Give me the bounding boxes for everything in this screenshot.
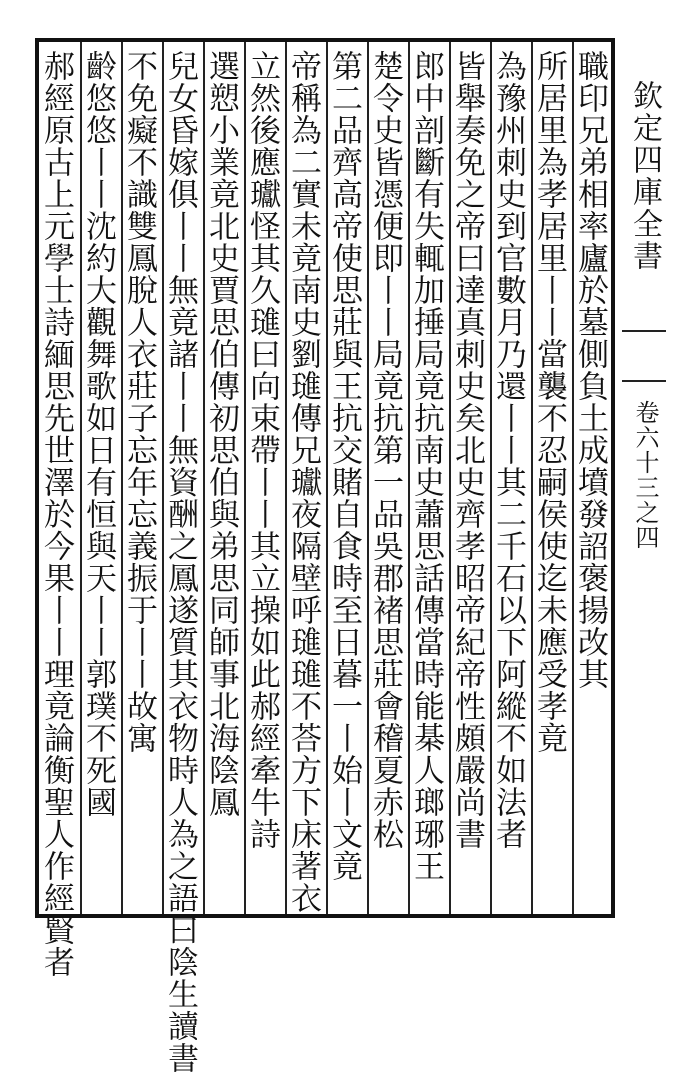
volume-label: 卷六十三之四 bbox=[631, 400, 659, 550]
text-column-11: 兒女昏嫁俱丨丨無竟諸丨丨無資酬之鳳遂質其衣物時人為之語曰陰生讀書 bbox=[162, 50, 198, 1074]
text-column-3: 為豫州刺史到官數月乃還丨丨其二千石以下阿縱不如法者 bbox=[490, 50, 526, 850]
text-column-13: 齡悠悠丨丨沈約大觀舞歌如日有恒與天丨丨郭璞不死國 bbox=[80, 50, 116, 818]
page-margin bbox=[622, 40, 666, 920]
text-column-5: 郎中剖斷有失輒加捶局竟抗南史蕭思話傳當時能棊人瑯琊王 bbox=[408, 50, 444, 882]
text-column-6: 楚令史皆憑便即丨丨局竟抗第一品吳郡褚思莊會稽夏赤松 bbox=[367, 50, 403, 850]
text-column-12: 不免癡不識雙鳳脫人衣莊子忘年忘義振于丨丨故寓 bbox=[121, 50, 157, 754]
text-column-7: 第二品齊高帝使思莊與王抗交賭自食時至日暮一丨始丨文竟 bbox=[326, 50, 362, 882]
text-column-1: 職印兄弟相率廬於墓側負土成墳發詔褒揚改其 bbox=[572, 50, 608, 690]
text-column-14: 郝經原古上元學士詩緬思先世澤於今果丨丨理竟論衡聖人作經賢者 bbox=[38, 50, 74, 978]
text-column-8: 帝稱為二實未竟南史劉璡傳兄瓛夜隔壁呼璡璡不荅方下床著衣 bbox=[285, 50, 321, 914]
margin-divider bbox=[622, 330, 666, 332]
text-column-2: 所居里為孝居里丨丨當襲不忍嗣侯使迄未應受孝竟 bbox=[531, 50, 567, 754]
text-column-4: 皆舉奏免之帝曰達真刺史矣北史齊孝昭帝紀帝性頗嚴尚書 bbox=[449, 50, 485, 850]
text-column-10: 選愬小業竟北史賈思伯傳初思伯與弟思同師事北海陰鳳 bbox=[203, 50, 239, 818]
text-column-9: 立然後應瓛怪其久璡曰向束帶丨丨其立操如此郝經牽牛詩 bbox=[244, 50, 280, 850]
book-title: 欽定四庫全書 bbox=[627, 80, 662, 272]
margin-divider bbox=[622, 380, 666, 382]
